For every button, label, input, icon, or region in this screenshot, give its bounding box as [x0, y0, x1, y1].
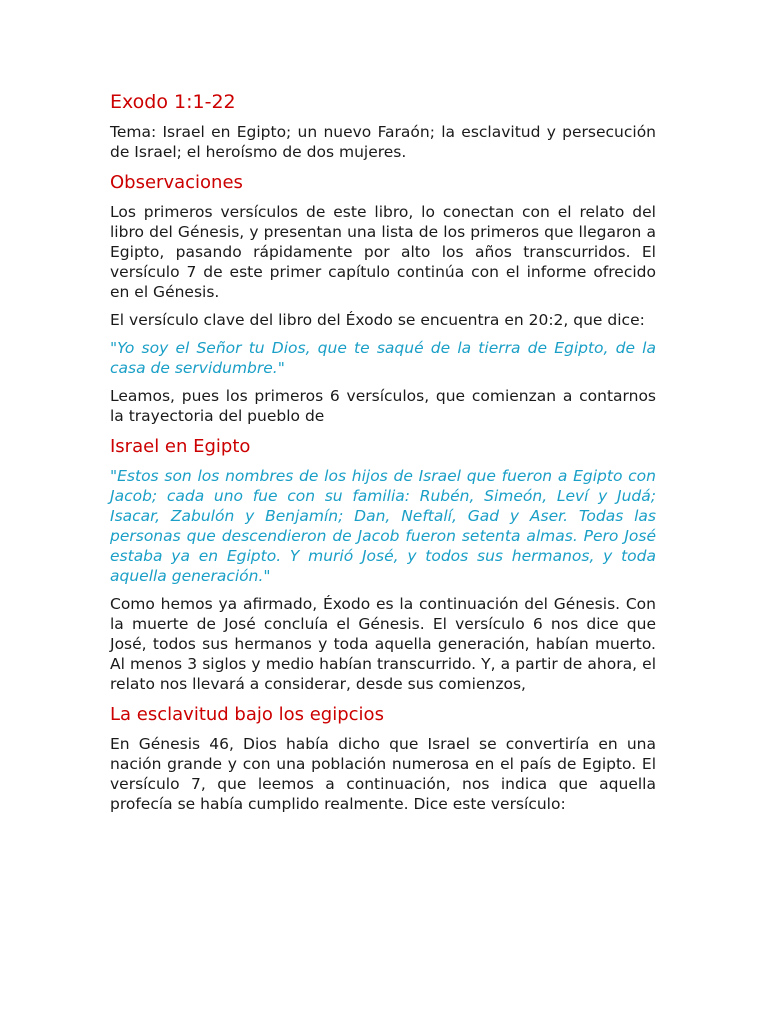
observaciones-paragraph-3: Leamos, pues los primeros 6 versículos, que comienzan a contarnos la trayectoria del pueblo de: [110, 387, 656, 425]
esclavitud-paragraph-1: En Génesis 46, Dios había dicho que Israel se convertiría en una nación grande y con una población numerosa en el país de Egipto. El versículo 7, que leemos a continuación, nos indica que aquella profecía se había cumplido realmente. Dice este versículo:: [110, 735, 656, 813]
observaciones-paragraph-1: Los primeros versículos de este libro, lo conectan con el relato del libro del Génesis, y presentan una lista de los primeros que llegaron a Egipto, pasando rápidamente por alto los años transcurridos. El versículo 7 de este primer capítulo continúa con el informe ofrecido en el Génesis.: [110, 203, 656, 301]
heading-esclavitud: La esclavitud bajo los egipcios: [110, 704, 384, 725]
tema-paragraph: Tema: Israel en Egipto; un nuevo Faraón; la esclavitud y persecución de Israel; el heroísmo de dos mujeres.: [110, 123, 656, 161]
quote-exodo-1-1-6: "Estos son los nombres de los hijos de Israel que fueron a Egipto con Jacob; cada uno fue con su familia: Rubén, Simeón, Leví y Judá; Isacar, Zabulón y Benjamín; Dan, Neftalí, Gad y Aser. Todas las personas que descendieron de Jacob fueron setenta almas. Pero José estaba ya en Egipto. Y murió José, y todos sus hermanos, y toda aquella generación.": [110, 467, 656, 585]
document-title: Exodo 1:1-22: [110, 91, 236, 113]
israel-paragraph-1: Como hemos ya afirmado, Éxodo es la continuación del Génesis. Con la muerte de José concluía el Génesis. El versículo 6 nos dice que José, todos sus hermanos y toda aquella generación, habían muerto. Al menos 3 siglos y medio habían transcurrido. Y, a partir de ahora, el relato nos llevará a considerar, desde sus comienzos,: [110, 595, 656, 693]
document-page: [110, 88, 656, 822]
heading-israel-en-egipto: Israel en Egipto: [110, 436, 251, 457]
heading-observaciones: Observaciones: [110, 172, 243, 193]
observaciones-paragraph-2: El versículo clave del libro del Éxodo se encuentra en 20:2, que dice:: [110, 311, 645, 329]
quote-exodo-20-2: "Yo soy el Señor tu Dios, que te saqué de la tierra de Egipto, de la casa de servidumbre.": [110, 339, 656, 377]
